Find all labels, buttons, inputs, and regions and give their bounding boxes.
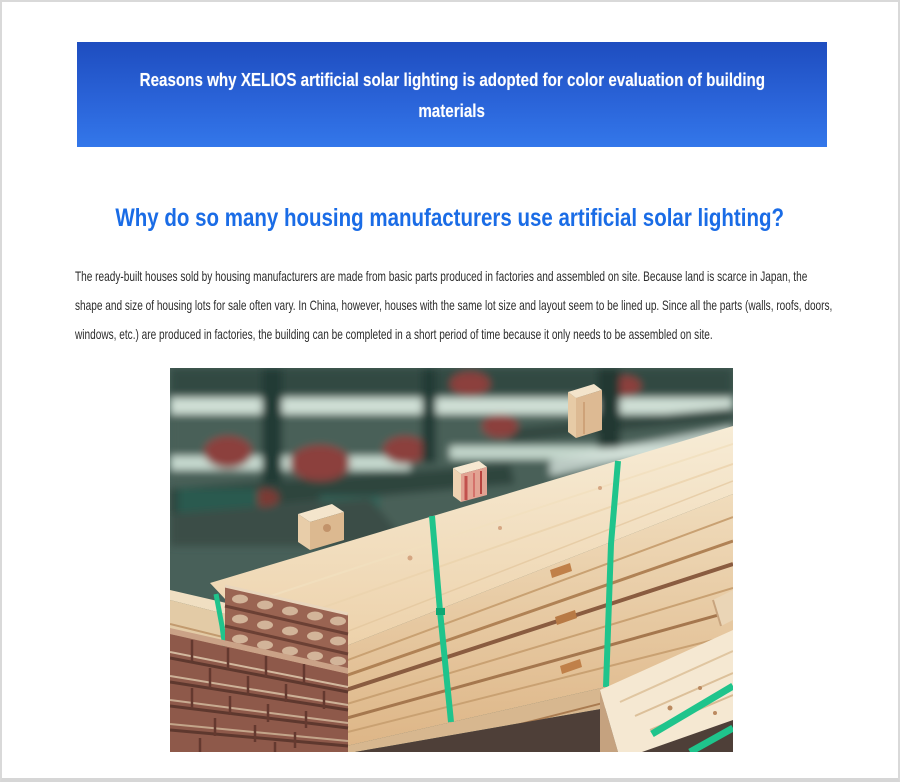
section-heading-text: Why do so many housing manufacturers use artificial solar lighting? <box>115 204 785 232</box>
paragraph-line-3-text: windows, etc.) are produced in factories, the building can be completed in a short period of time because it only needs to be assembled on site. <box>75 325 713 342</box>
paragraph-line <box>75 320 880 349</box>
section-heading <box>2 199 898 237</box>
lumber-factory-photo <box>170 368 733 752</box>
paragraph-line <box>75 291 880 320</box>
article-paragraph <box>75 262 880 348</box>
paragraph-line <box>75 262 880 291</box>
strap-buckle <box>436 608 445 615</box>
paragraph-line-2-text: shape and size of housing lots for sale often vary. In China, however, houses with the same lot size and layout seem to be lined up. Since all the parts (walls, roofs, doors, <box>75 297 833 314</box>
paragraph-line-1-text: The ready-built houses sold by housing manufacturers are made from basic parts produced in factories and assembled on site. Because land is scarce in Japan, the <box>75 268 808 285</box>
lumber-factory-illustration <box>170 368 733 752</box>
page-title-line-2: materials <box>418 99 486 121</box>
page-title-banner <box>77 42 827 147</box>
page-title-line-1: Reasons why XELIOS artificial solar lighting is adopted for color evaluation of building <box>139 68 765 90</box>
